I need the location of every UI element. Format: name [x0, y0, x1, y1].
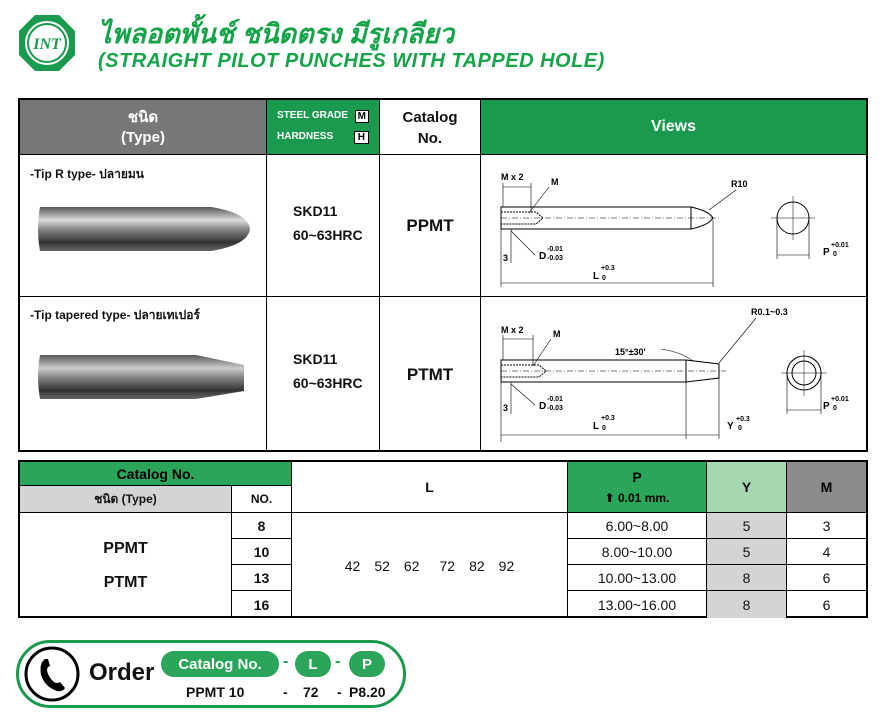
svg-text:D: D — [539, 401, 547, 412]
svg-text:Y: Y — [727, 421, 734, 432]
svg-text:R0.1~0.3: R0.1~0.3 — [751, 307, 788, 317]
y-header: Y — [707, 462, 787, 513]
svg-text:0: 0 — [738, 425, 742, 432]
example-dash-2: - — [337, 684, 342, 700]
col-views-header: Views — [481, 100, 866, 155]
table-row: 10.00~13.00 — [568, 565, 707, 591]
pill-dash-2: - — [335, 653, 341, 670]
table-row: 8 — [232, 513, 292, 539]
catalog-no-header: Catalog No. — [20, 462, 292, 486]
type-names-cell: PPMT PTMT — [20, 513, 232, 618]
p-header: P ⬆ 0.01 mm. — [568, 462, 707, 513]
row2-spec-cell: SKD11 60~63HRC — [267, 297, 380, 452]
example-l: 72 — [303, 684, 319, 700]
svg-text:L: L — [593, 421, 600, 432]
pill-p: P — [349, 651, 385, 677]
svg-text:0: 0 — [602, 275, 606, 282]
table-row: 8 — [707, 591, 787, 618]
svg-text:M: M — [551, 177, 559, 187]
table-row: 5 — [707, 513, 787, 539]
order-label: Order — [89, 659, 155, 686]
svg-text:M: M — [553, 329, 561, 339]
col-catalog-header: Catalog No. — [380, 100, 481, 155]
no-header: NO. — [232, 486, 292, 513]
m-header: M — [787, 462, 866, 513]
svg-text:+0.01: +0.01 — [831, 242, 849, 249]
svg-text:R10: R10 — [731, 179, 748, 189]
svg-text:D: D — [539, 251, 547, 262]
svg-text:+0.3: +0.3 — [736, 416, 750, 423]
svg-text:0: 0 — [833, 405, 837, 412]
title-english: (STRAIGHT PILOT PUNCHES WITH TAPPED HOLE) — [98, 50, 605, 72]
round-tip-drawing — [481, 155, 866, 297]
table-row: 6.00~8.00 — [568, 513, 707, 539]
phone-icon — [23, 645, 81, 703]
tapered-tip-punch-image — [36, 351, 252, 403]
svg-text:+0.01: +0.01 — [831, 396, 849, 403]
table-row: 8.00~10.00 — [568, 539, 707, 565]
svg-text:M x 2: M x 2 — [501, 172, 524, 182]
svg-text:0: 0 — [602, 425, 606, 432]
table-row: 6 — [822, 596, 831, 613]
svg-text:-0.03: -0.03 — [547, 255, 563, 262]
svg-text:3: 3 — [503, 253, 509, 263]
table-row: 6 — [787, 565, 866, 591]
svg-text:15°±30': 15°±30' — [615, 347, 646, 357]
int-logo — [18, 14, 76, 72]
svg-text:+0.3: +0.3 — [601, 265, 615, 272]
col-type-header: ชนิด (Type) — [20, 100, 267, 155]
type-header: ชนิด (Type) — [20, 486, 232, 513]
table-row: 13.00~16.00 — [568, 591, 707, 618]
table-row: 16 — [232, 591, 292, 618]
table-row: 8 — [707, 565, 787, 591]
svg-text:-0.03: -0.03 — [547, 405, 563, 412]
row2-type-cell: -Tip tapered type- ปลายเทเปอร์ — [20, 297, 267, 452]
example-p: P8.20 — [349, 684, 386, 700]
example-dash-1: - — [283, 684, 288, 700]
row1-spec-cell: SKD11 60~63HRC — [267, 155, 380, 297]
row2-view-cell — [481, 297, 866, 452]
row1-catalog-cell: PPMT — [380, 155, 481, 297]
col-steel-header: STEEL GRADE M HARDNESS H — [267, 100, 380, 155]
svg-text:+0.3: +0.3 — [601, 415, 615, 422]
pill-dash-1: - — [283, 653, 289, 670]
svg-text:INT: INT — [33, 36, 61, 53]
svg-text:P: P — [823, 401, 830, 412]
spec-table — [18, 98, 868, 452]
size-table — [18, 460, 868, 618]
tapered-tip-drawing — [481, 297, 866, 452]
round-tip-punch-image — [36, 203, 252, 255]
table-row: 3 — [787, 513, 866, 539]
table-row: 10 — [232, 539, 292, 565]
table-row: 5 — [707, 539, 787, 565]
pill-catalog: Catalog No. — [161, 651, 279, 677]
svg-text:-0.01: -0.01 — [547, 246, 563, 253]
title-thai: ไพลอตพั้นช์ ชนิดตรง มีรูเกลียว — [98, 19, 455, 49]
row1-type-cell: -Tip R type- ปลายมน — [20, 155, 267, 297]
row1-view-cell — [481, 155, 866, 297]
svg-text:L: L — [593, 271, 600, 282]
pill-l: L — [295, 651, 331, 677]
svg-text:0: 0 — [833, 251, 837, 258]
table-row: 13 — [232, 565, 292, 591]
example-catalog: PPMT 10 — [186, 684, 245, 700]
table-row: 4 — [787, 539, 866, 565]
svg-text:M x 2: M x 2 — [501, 325, 524, 335]
svg-text:-0.01: -0.01 — [547, 396, 563, 403]
row2-catalog-cell: PTMT — [380, 297, 481, 452]
svg-text:3: 3 — [503, 403, 509, 413]
l-values-cell: 42 52 62 72 82 92 — [292, 513, 568, 618]
l-header: L — [292, 462, 568, 513]
svg-text:P: P — [823, 247, 830, 258]
order-example — [16, 640, 406, 708]
